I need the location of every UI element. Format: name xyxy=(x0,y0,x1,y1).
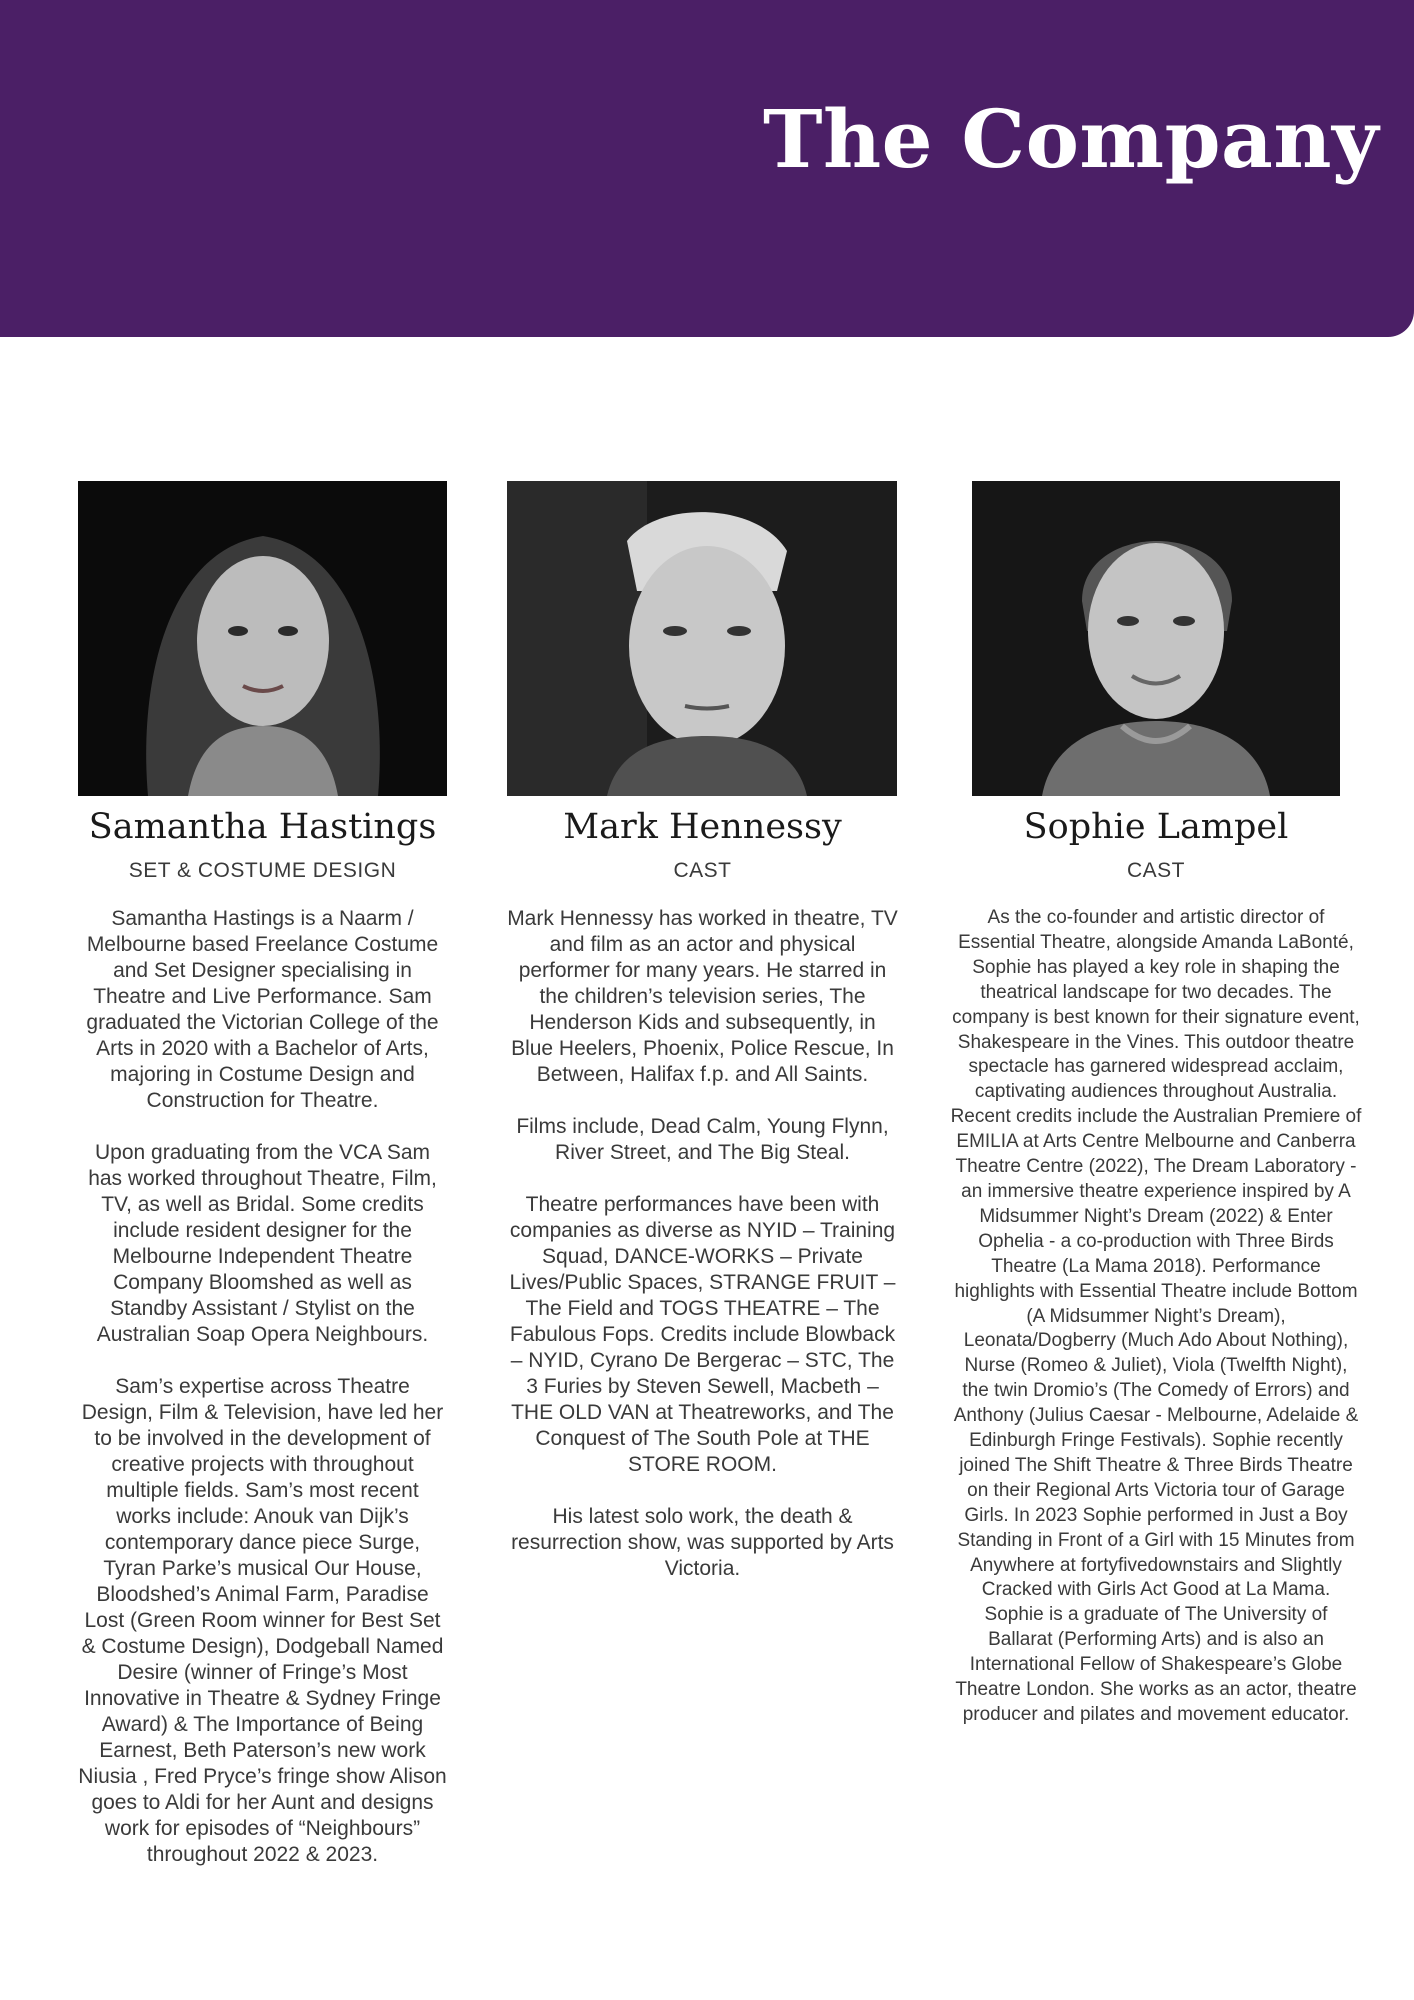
person-role: CAST xyxy=(673,859,732,882)
page-title: The Company xyxy=(762,92,1379,186)
portrait-image xyxy=(78,481,447,796)
portrait-image xyxy=(507,481,897,796)
person-name: Mark Hennessy xyxy=(563,807,842,847)
bio-paragraph: His latest solo work, the death & resurrection show, was supported by Arts Victoria. xyxy=(511,1505,894,1580)
bio-paragraph: Upon graduating from the VCA Sam has worked throughout Theatre, Film, TV, as well as Bridal. Some credits include resident designer for the Melbourne Independent Theatre Company Bloomshed as well as Standby Assistant / Stylist on the Australian Soap Opera Neighbours. xyxy=(88,1141,437,1346)
bio-paragraph: Samantha Hastings is a Naarm / Melbourne based Freelance Costume and Set Designer specialising in Theatre and Live Performance. Sam graduated the Victorian College of the Arts in 2020 with a Bachelor of Arts, majoring in Costume Design and Construction for Theatre. xyxy=(86,907,439,1112)
header-band xyxy=(0,0,1414,337)
portrait-image xyxy=(972,481,1340,796)
person-bio xyxy=(950,906,1362,1728)
profile-photo xyxy=(507,481,897,796)
profile-sophie-lampel xyxy=(950,481,1362,1728)
bio-paragraph: Films include, Dead Calm, Young Flynn, River Street, and The Big Steal. xyxy=(516,1115,889,1164)
profile-photo xyxy=(78,481,447,796)
bio-paragraph: As the co-founder and artistic director of Essential Theatre, alongside Amanda LaBonté, Sophie has played a key role in shaping the theatrical landscape for two decades. The company is best known for their signature event, Shakespeare in the Vines. This outdoor theatre spectacle has garnered widespread acclaim, captivating audiences throughout Australia. Recent credits include the Australian Premiere of EMILIA at Arts Centre Melbourne and Canberra Theatre Centre (2022), The Dream Laboratory - an immersive theatre experience inspired by A Midsummer Night’s Dream (2022) & Enter Ophelia - a co-production with Three Birds Theatre (La Mama 2018). Performance highlights with Essential Theatre include Bottom (A Midsummer Night’s Dream), Leonata/Dogberry (Much Ado About Nothing), Nurse (Romeo & Juliet), Viola (Twelfth Night), the twin Dromio’s (The Comedy of Errors) and Anthony (Julius Caesar - Melbourne, Adelaide & Edinburgh Fringe Festivals). Sophie recently joined The Shift Theatre & Three Birds Theatre on their Regional Arts Victoria tour of Garage Girls. In 2023 Sophie performed in Just a Boy Standing in Front of a Girl with 15 Minutes from Anywhere at fortyfivedownstairs and Slightly Cracked with Girls Act Good at La Mama. Sophie is a graduate of The University of Ballarat (Performing Arts) and is also an International Fellow of Shakespeare’s Globe Theatre London. She works as an actor, theatre producer and pilates and movement educator. xyxy=(950,907,1362,1725)
person-role: CAST xyxy=(1126,859,1185,882)
person-bio xyxy=(78,906,447,1868)
profile-samantha-hastings xyxy=(78,481,447,1894)
person-name: Sophie Lampel xyxy=(1023,807,1289,847)
profile-photo xyxy=(972,481,1340,796)
person-bio xyxy=(507,906,898,1582)
bio-paragraph: Mark Hennessy has worked in theatre, TV and film as an actor and physical performer for many years. He starred in the children’s television series, The Henderson Kids and subsequently, in Blue Heelers, Phoenix, Police Rescue, In Between, Halifax f.p. and All Saints. xyxy=(507,907,898,1086)
profile-mark-hennessy xyxy=(507,481,898,1608)
person-role: SET & COSTUME DESIGN xyxy=(128,859,397,882)
person-name: Samantha Hastings xyxy=(88,807,437,847)
bio-paragraph: Theatre performances have been with companies as diverse as NYID – Training Squad, DANCE-WORKS – Private Lives/Public Spaces, STRANGE FRUIT – The Field and TOGS THEATRE – The Fabulous Fops. Credits include Blowback – NYID, Cyrano De Bergerac – STC, The 3 Furies by Steven Sewell, Macbeth – THE OLD VAN at Theatreworks, and The Conquest of The South Pole at THE STORE ROOM. xyxy=(509,1193,896,1476)
bio-paragraph: Sam’s expertise across Theatre Design, Film & Television, have led her to be involved in the development of creative projects with throughout multiple fields. Sam’s most recent works include: Anouk van Dijk’s contemporary dance piece Surge, Tyran Parke’s musical Our House, Bloodshed’s Animal Farm, Paradise Lost (Green Room winner for Best Set & Costume Design), Dodgeball Named Desire (winner of Fringe’s Most Innovative in Theatre & Sydney Fringe Award) & The Importance of Being Earnest, Beth Paterson’s new work Niusia , Fred Pryce’s fringe show Alison goes to Aldi for her Aunt and designs work for episodes of “Neighbours” throughout 2022 & 2023. xyxy=(78,1375,447,1866)
